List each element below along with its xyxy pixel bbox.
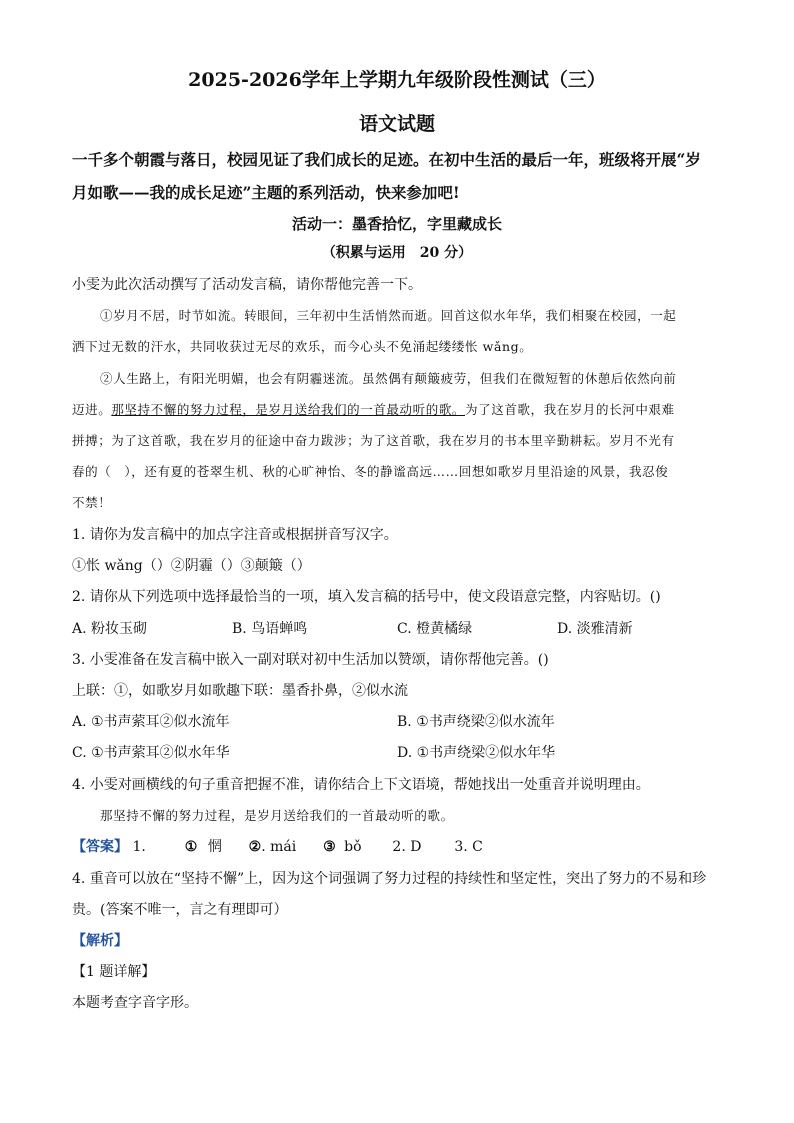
answer-q2: 2. D [392,839,422,855]
question-4: 4. 小雯对画横线的句子重音把握不准，请你结合上下文语境，帮她找出一处重音并说明理由。 [72,777,650,793]
speech-p2-line-5: 不禁！ [72,495,112,510]
q2-option-b: B. 鸟语蝉鸣 [232,621,308,637]
speech-p1-line-1: ①岁月不居，时节如流。转眼间，三年初中生活悄然而逝。回首这似水年华，我们相聚在校园，一起 [100,308,677,323]
exam-title: 2025-2026学年上学期九年级阶段性测试（三） [188,69,606,91]
q4-sentence: 那坚持不懈的努力过程，是岁月送给我们的一首最动听的歌。 [100,808,454,823]
q3-option-b: B. ①书声绕梁②似水流年 [397,714,555,730]
underlined-sentence: 那坚持不懈的努力过程，是岁月送给我们的一首最动听的歌。 [111,402,466,417]
answer-q1-number: 1. [132,839,146,855]
activity-title: 活动一：墨香拾忆，字里藏成长 [291,215,502,233]
answer-value-2: . mái [261,839,297,855]
answer-value-1: 惘 [207,839,222,855]
q3-option-c: C. ①书声萦耳②似水年华 [72,745,230,761]
speech-p2-line-3: 拼搏；为了这首歌，我在岁月的征途中奋力跋涉；为了这首歌，我在岁月的书本里辛勤耕耘。岁月不光有 [72,433,675,448]
question-2: 2. 请你从下列选项中选择最恰当的一项，填入发言稿的括号中，使文段语意完整，内容贴切。() [72,589,661,605]
question-1-blanks: ①怅 wǎng（）②阴霾（）③颠簸（） [72,558,311,574]
speech-text: 迈进。 [72,402,112,417]
subject-title: 语文试题 [358,113,435,135]
answer-q4-line-2: 贵。(答案不唯一，言之有理即可） [72,902,288,918]
intro-line-2: 月如歌——我的成长足迹”主题的系列活动，快来参加吧! [72,183,460,202]
answer-value-3: bǒ [344,839,362,855]
speech-p1-line-2: 洒下过无数的汗水，共同收获过无尽的欢乐，而今心头不免涌起缕缕怅 wǎng。 [72,339,533,354]
answer-q4-line-1: 4. 重音可以放在“坚持不懈”上，因为这个词强调了努力过程的持续性和坚定性，突出了努力的不易和珍 [72,871,707,887]
q3-option-a: A. ①书声萦耳②似水流年 [72,714,230,730]
q3-couplet: 上联：①，如歌岁月如歌趣下联：墨香扑鼻，②似水流 [72,683,408,699]
question-3: 3. 小雯准备在发言稿中嵌入一副对联对初中生活加以赞颂，请你帮他完善。() [72,652,549,668]
activity-prompt: 小雯为此次活动撰写了活动发言稿，请你帮他完善一下。 [72,277,422,293]
analysis-detail-heading: 【1 题详解】 [72,964,156,980]
speech-p2-line-2 [72,400,675,420]
speech-p2-line-4: 春的（ ），还有夏的苍翠生机、秋的心旷神怡、冬的静谧高远……回想如歌岁月里沿途的风景，我忍俊 [72,464,669,479]
answer-tag: 【答案】 [72,839,128,855]
q3-option-d: D. ①书声绕梁②似水年华 [397,745,556,761]
question-1: 1. 请你为发言稿中的加点字注音或根据拼音写汉字。 [72,527,398,543]
analysis-text: 本题考查字音字形。 [72,995,198,1011]
q2-option-d: D. 淡雅清新 [557,621,633,637]
q2-option-c: C. 橙黄橘绿 [397,621,473,637]
section-heading: （积累与运用 20 分） [321,245,473,261]
intro-line-1: 一千多个朝霞与落日，校园见证了我们成长的足迹。在初中生活的最后一年，班级将开展“岁 [72,150,701,169]
answer-q3: 3. C [454,839,483,855]
speech-p2-line-1: ②人生路上，有阳光明媚，也会有阴霾迷流。虽然偶有颠簸疲劳，但我们在微短暂的休憩后依然向前 [100,371,677,386]
answer-mark-3: ③ [323,839,336,855]
answer-line [72,837,483,857]
analysis-tag: 【解析】 [72,933,128,949]
speech-text: 为了这首歌，我在岁月的长河中艰难 [465,402,675,417]
answer-mark-2: ② [248,839,262,855]
answer-mark-1: ① [184,839,198,855]
q2-option-a: A. 粉妆玉砌 [72,621,148,637]
